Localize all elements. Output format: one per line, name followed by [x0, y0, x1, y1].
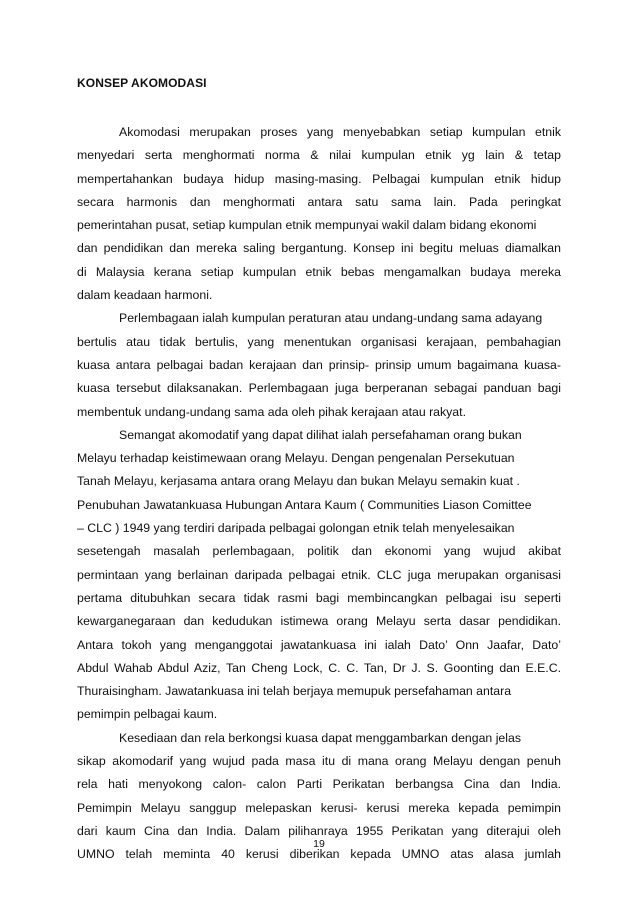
- paragraph-line: mempertahankan budaya hidup masing-masing. Pelbagai kumpulan etnik hidup: [77, 171, 561, 186]
- paragraph-line: – CLC ) 1949 yang terdiri daripada pelbagai golongan etnik telah menyelesaikan: [77, 521, 515, 536]
- paragraph-line: Kesediaan dan rela berkongsi kuasa dapat menggambarkan dengan jelas: [119, 730, 521, 745]
- paragraph-line: dalam keadaan harmoni.: [77, 288, 213, 303]
- paragraph-line: dari kaum Cina dan India. Dalam pilihanraya 1955 Perikatan yang diterajui oleh: [77, 823, 561, 838]
- paragraph-line: pertama ditubuhkan secara tidak rasmi bagi membincangkan pelbagai isu seperti: [77, 590, 561, 605]
- paragraph-line: Pemimpin Melayu sanggup melepaskan kerusi- kerusi mereka kepada pemimpin: [77, 800, 561, 815]
- paragraph-line: Tanah Melayu, kerjasama antara orang Melayu dan bukan Melayu semakin kuat .: [77, 474, 520, 489]
- paragraph-line: kewarganegaraan dan kedudukan istimewa orang Melayu serta dasar pendidikan.: [77, 614, 561, 629]
- body-text: [77, 121, 561, 867]
- paragraph-line: menyedari serta menghormati norma & nilai kumpulan etnik yg lain & tetap: [77, 148, 561, 163]
- paragraph-line: pemerintahan pusat, setiap kumpulan etnik mempunyai wakil dalam bidang ekonomi: [77, 218, 537, 233]
- paragraph-line: Melayu terhadap keistimewaan orang Melayu. Dengan pengenalan Persekutuan: [77, 451, 515, 466]
- paragraph-line: dan pendidikan dan mereka saling bergantung. Konsep ini begitu meluas diamalkan: [77, 241, 561, 256]
- paragraph-line: secara harmonis dan menghormati antara satu sama lain. Pada peringkat: [77, 194, 561, 209]
- paragraph-line: pemimpin pelbagai kaum.: [77, 707, 218, 722]
- paragraph-line: UMNO telah meminta 40 kerusi diberikan kepada UMNO atas alasa jumlah: [77, 847, 561, 862]
- paragraph-line: Penubuhan Jawatankuasa Hubungan Antara Kaum ( Communities Liason Comittee: [77, 497, 532, 512]
- paragraph-line: kuasa tersebut dilaksanakan. Perlembagaan juga berperanan sebagai panduan bagi: [77, 381, 561, 396]
- paragraph-line: Akomodasi merupakan proses yang menyebabkan setiap kumpulan etnik: [119, 125, 561, 139]
- paragraph-line: sikap akomodarif yang wujud pada masa itu di mana orang Melayu dengan penuh: [77, 754, 561, 769]
- paragraph-line: Thuraisingham. Jawatankuasa ini telah berjaya memupuk persefahaman antara: [77, 684, 512, 699]
- paragraph-line: membentuk undang-undang sama ada oleh pihak kerajaan atau rakyat.: [77, 404, 466, 419]
- paragraph-line: Semangat akomodatif yang dapat dilihat ialah persefahaman orang bukan: [119, 427, 522, 442]
- paragraph-line: di Malaysia kerana setiap kumpulan etnik bebas mengamalkan budaya mereka: [77, 264, 561, 279]
- paragraph-line: sesetengah masalah perlembagaan, politik dan ekonomi yang wujud akibat: [77, 544, 561, 559]
- paragraph-line: permintaan yang berlainan daripada pelbagai etnik. CLC juga merupakan organisasi: [77, 567, 561, 582]
- paragraph-line: kuasa antara pelbagai badan kerajaan dan prinsip- prinsip umum bagaimana kuasa-: [77, 357, 561, 372]
- page-number: 19: [313, 838, 325, 850]
- paragraph-line: Antara tokoh yang menganggotai jawatankuasa ini ialah Dato’ Onn Jaafar, Dato’: [77, 637, 561, 652]
- paragraph-line: bertulis atau tidak bertulis, yang menentukan organisasi kerajaan, pembahagian: [77, 334, 561, 349]
- paragraph-line: Abdul Wahab Abdul Aziz, Tan Cheng Lock, C. C. Tan, Dr J. S. Goonting dan E.E.C.: [77, 660, 561, 675]
- paragraph-line: rela hati menyokong calon- calon Parti Perikatan berbangsa Cina dan India.: [77, 777, 561, 792]
- paragraph-line: Perlembagaan ialah kumpulan peraturan atau undang-undang sama adayang: [119, 311, 543, 326]
- section-title: KONSEP AKOMODASI: [77, 76, 207, 90]
